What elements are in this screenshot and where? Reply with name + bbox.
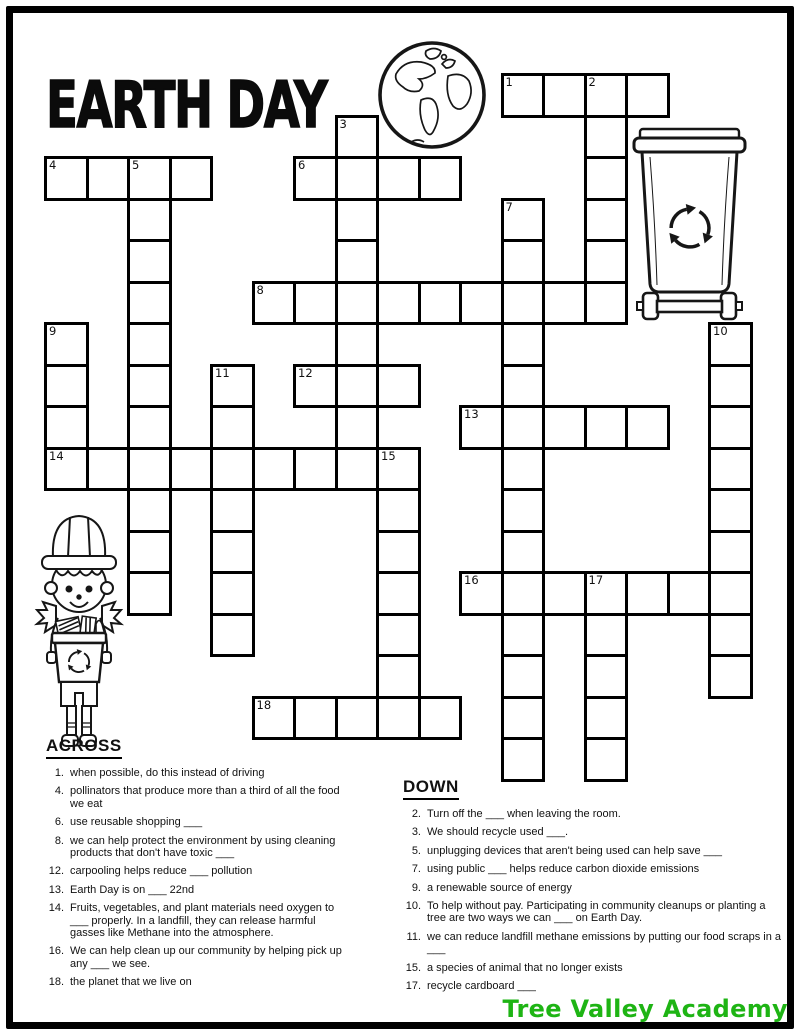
brand-wordmark: Tree Valley Academy [502,995,788,1023]
grid-cell[interactable] [584,73,629,118]
clue-num: 2. [411,808,421,820]
clue-text: Turn off the ___ when leaving the room. [427,808,621,820]
grid-cell[interactable] [625,571,670,616]
grid-cell[interactable] [542,73,587,118]
clue-item [397,808,797,820]
grid-cell[interactable] [127,239,172,284]
grid-cell[interactable] [252,696,297,741]
grid-cell[interactable] [708,571,753,616]
grid-cell[interactable] [459,281,504,326]
grid-cell-number: 14 [49,448,64,463]
clue-text: To help without pay. Participating in community cleanups or planting a tree are two ways we can ___ on Earth Day. [427,900,766,925]
grid-cell[interactable] [418,156,463,201]
grid-cell[interactable] [501,737,546,782]
grid-cell[interactable] [584,696,629,741]
grid-cell-number: 7 [505,199,513,214]
grid-cell-number: 5 [132,158,140,172]
grid-cell[interactable] [169,447,214,492]
clue-num: 5. [411,844,421,857]
grid-cell[interactable] [252,447,297,492]
grid-cell[interactable] [501,364,546,409]
grid-cell[interactable] [376,613,421,658]
clue-text: we can reduce landfill methane emissions by putting our food scraps in a ___ [427,930,782,956]
grid-cell[interactable] [376,281,421,326]
clue-num: 1. [54,767,64,779]
clue-num: 8. [54,834,64,847]
grid-cell-number: 16 [464,573,479,587]
grid-cell[interactable] [584,613,629,658]
grid-cell[interactable] [667,571,712,616]
grid-cell[interactable] [542,281,587,326]
clue-text: recycle cardboard ___ [427,980,536,993]
grid-cell[interactable] [584,239,629,284]
clue-item [397,980,797,992]
clue-num: 16. [48,945,64,958]
grid-cell[interactable] [501,654,546,699]
clue-text: We should recycle used ___. [427,826,569,839]
grid-cell[interactable] [376,571,421,616]
grid-cell[interactable] [584,571,629,616]
grid-cell[interactable] [501,239,546,284]
grid-cell[interactable] [501,322,546,367]
grid-cell-number: 15 [381,448,396,463]
grid-cell[interactable] [584,156,629,201]
grid-cell[interactable] [127,364,172,409]
grid-cell[interactable] [335,156,380,201]
across-clue-list [40,767,370,989]
clue-item [40,785,370,810]
grid-cell[interactable] [418,696,463,741]
grid-cell-number: 6 [298,158,306,172]
clue-item [397,863,797,875]
grid-cell[interactable] [584,281,629,326]
grid-cell[interactable] [335,281,380,326]
grid-cell[interactable] [335,115,380,160]
grid-cell[interactable] [376,447,421,492]
grid-cell[interactable] [501,198,546,243]
grid-cell[interactable] [708,322,753,367]
grid-cell[interactable] [376,530,421,575]
grid-cell-number: 8 [256,282,264,297]
clue-num: 11. [406,930,421,943]
grid-cell[interactable] [210,571,255,616]
clue-num: 6. [54,816,64,829]
grid-cell[interactable] [293,281,338,326]
grid-cell[interactable] [210,488,255,533]
grid-cell[interactable] [501,488,546,533]
grid-cell[interactable] [501,530,546,575]
clue-num: 12. [48,865,64,878]
grid-cell[interactable] [127,198,172,243]
grid-cell[interactable] [335,322,380,367]
clue-text: We can help clean up our community by helping pick up any ___ we see. [70,945,342,970]
grid-cell[interactable] [210,613,255,658]
grid-cell[interactable] [501,447,546,492]
grid-cell[interactable] [708,364,753,409]
clue-num: 9. [411,881,421,894]
clue-num: 3. [411,826,421,839]
grid-cell-number: 10 [713,324,728,338]
clue-text: use reusable shopping ___ [70,816,203,829]
grid-cell[interactable] [86,447,131,492]
grid-cell[interactable] [625,405,670,450]
grid-cell[interactable] [127,571,172,616]
clue-item [397,882,797,894]
grid-cell[interactable] [169,156,214,201]
grid-cell[interactable] [44,405,89,450]
grid-cell[interactable] [376,488,421,533]
grid-cell[interactable] [252,281,297,326]
grid-cell[interactable] [501,405,546,450]
clue-text: Fruits, vegetables, and plant materials need oxygen to ___ properly. In a landfill, they can release harmful gasses like Methane into the atmosphere. [70,902,335,940]
grid-cell[interactable] [584,654,629,699]
clue-text: we can help protect the environment by using cleaning products that don't have toxic ___ [70,834,336,860]
clue-text: a species of animal that no longer exists [427,961,623,974]
clue-item [397,900,797,925]
grid-cell[interactable] [127,488,172,533]
down-heading: DOWN [403,777,459,800]
clue-item [40,865,370,877]
clue-text: the planet that we live on [70,976,192,989]
grid-cell-number: 17 [588,573,604,587]
across-heading: ACROSS [46,736,122,759]
grid-cell[interactable] [210,530,255,575]
clue-text: carpooling helps reduce ___ pollution [70,865,253,878]
clue-item [397,931,797,956]
grid-cell[interactable] [335,239,380,284]
clue-item [40,767,370,779]
clue-num: 18. [48,976,64,989]
clue-item [40,835,370,860]
grid-cell-number: 4 [49,158,57,172]
grid-cell[interactable] [293,447,338,492]
grid-cell[interactable] [459,405,504,450]
grid-cell[interactable] [293,696,338,741]
grid-cell[interactable] [127,447,172,492]
grid-cell[interactable] [86,156,131,201]
grid-cell[interactable] [44,447,89,492]
grid-cell[interactable] [542,405,587,450]
clue-text: using public ___ helps reduce carbon dioxide emissions [427,863,700,876]
grid-cell[interactable] [708,488,753,533]
clue-text: a renewable source of energy [427,881,572,894]
grid-cell[interactable] [335,696,380,741]
grid-cell[interactable] [376,156,421,201]
down-clue-list [397,808,797,992]
grid-cell-number: 2 [588,75,596,89]
grid-cell[interactable] [210,364,255,409]
grid-cell[interactable] [501,281,546,326]
grid-cell[interactable] [44,364,89,409]
grid-cell[interactable] [335,198,380,243]
across-section [40,736,370,995]
grid-cell[interactable] [584,115,629,160]
clue-item [40,902,370,939]
clue-num: 13. [48,883,64,896]
grid-cell[interactable] [625,73,670,118]
grid-cell[interactable] [542,571,587,616]
grid-cell[interactable] [44,156,89,201]
clue-text: Earth Day is on ___ 22nd [70,883,195,896]
grid-cell[interactable] [708,613,753,658]
clue-num: 17. [405,980,421,993]
grid-cell-number: 12 [298,365,313,380]
grid-cell[interactable] [418,281,463,326]
clue-item [40,816,370,828]
grid-cell[interactable] [501,73,546,118]
grid-cell[interactable] [708,530,753,575]
grid-cell[interactable] [335,364,380,409]
grid-cell[interactable] [210,405,255,450]
clue-num: 7. [411,863,421,876]
grid-cell[interactable] [376,364,421,409]
grid-cell[interactable] [708,654,753,699]
clue-text: unplugging devices that aren't being used can help save ___ [427,844,723,857]
clue-item [397,845,797,857]
grid-cell[interactable] [293,364,338,409]
grid-cell[interactable] [335,447,380,492]
grid-cell[interactable] [501,571,546,616]
clue-item [40,884,370,896]
grid-cell[interactable] [335,405,380,450]
clue-num: 15. [405,961,421,974]
grid-cell[interactable] [127,281,172,326]
grid-cell-number: 3 [339,116,347,131]
grid-cell[interactable] [459,571,504,616]
grid-cell[interactable] [127,530,172,575]
clue-text: pollinators that produce more than a third of all the food we eat [70,785,340,810]
grid-cell[interactable] [210,447,255,492]
grid-cell[interactable] [127,156,172,201]
grid-cell[interactable] [584,198,629,243]
grid-cell[interactable] [293,156,338,201]
clue-item [40,976,370,988]
grid-cell[interactable] [584,737,629,782]
grid-cell[interactable] [584,405,629,450]
grid-cell-number: 1 [505,75,513,89]
grid-cell-number: 11 [215,365,230,380]
grid-cell-number: 9 [49,324,57,338]
grid-cell[interactable] [127,322,172,367]
grid-cell[interactable] [708,447,753,492]
page-title: EARTH DAY [46,68,327,143]
clue-num: 14. [48,902,64,915]
clue-num: 10. [405,900,421,913]
grid-cell[interactable] [501,696,546,741]
clue-item [397,962,797,974]
crossword-grid [44,68,756,785]
grid-cell[interactable] [44,322,89,367]
clue-item [40,945,370,970]
grid-cell[interactable] [127,405,172,450]
grid-cell[interactable] [376,696,421,741]
clue-num: 4. [54,785,64,798]
grid-cell-number: 13 [464,407,479,421]
down-section [397,777,797,998]
clue-item [397,826,797,838]
grid-cell[interactable] [376,654,421,699]
grid-cell[interactable] [708,405,753,450]
grid-cell-number: 18 [256,697,272,712]
clue-text: when possible, do this instead of driving [70,767,265,779]
grid-cell[interactable] [501,613,546,658]
